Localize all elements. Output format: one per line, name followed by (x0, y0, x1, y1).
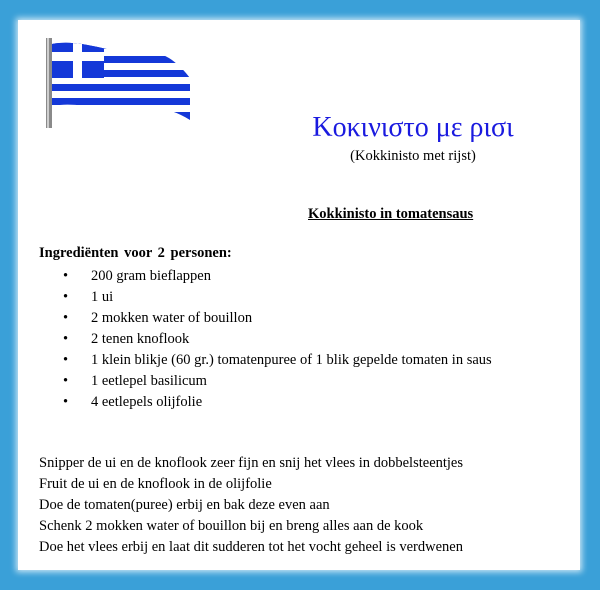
list-item: • 1 klein blikje (60 gr.) tomatenpuree of 1 blik gepelde tomaten in saus (39, 350, 492, 371)
page-subtitle: (Kokkinisto met rijst) (350, 148, 476, 164)
list-item: • 1 eetlepel basilicum (39, 371, 492, 392)
instruction-line: Snipper de ui en de knoflook zeer fijn en snij het vlees in dobbelsteentjes (39, 455, 464, 471)
instruction-line: Schenk 2 mokken water of bouillon bij en breng alles aan de kook (39, 518, 424, 534)
list-item: • 4 eetlepels olijfolie (39, 392, 492, 413)
greek-flag-icon (44, 34, 204, 130)
list-item: • 1 ui (39, 287, 492, 308)
instruction-line: Fruit de ui en de knoflook in de olijfolie (39, 476, 272, 492)
instruction-line: Doe de tomaten(puree) erbij en bak deze even aan (39, 497, 330, 513)
list-item: • 2 tenen knoflook (39, 329, 492, 350)
bullet-icon: • (63, 310, 69, 326)
recipe-page (18, 20, 580, 570)
list-item: • 2 mokken water of bouillon (39, 308, 492, 329)
bullet-icon: • (63, 352, 69, 368)
instruction-line: Doe het vlees erbij en laat dit sudderen tot het vocht geheel is verdwenen (39, 539, 463, 555)
ingredients-title: Ingrediënten voor 2 personen: (39, 245, 232, 261)
recipe-heading: Kokkinisto in tomatensaus (308, 206, 474, 222)
instructions (39, 453, 463, 558)
ingredients-list (39, 266, 492, 413)
bullet-icon: • (63, 289, 69, 305)
bullet-icon: • (63, 394, 69, 410)
bullet-icon: • (63, 331, 69, 347)
bullet-icon: • (63, 373, 69, 389)
bullet-icon: • (63, 268, 69, 284)
list-item: • 200 gram bieflappen (39, 266, 492, 287)
page-title: Κοκινιστο με ρισι (312, 112, 514, 143)
